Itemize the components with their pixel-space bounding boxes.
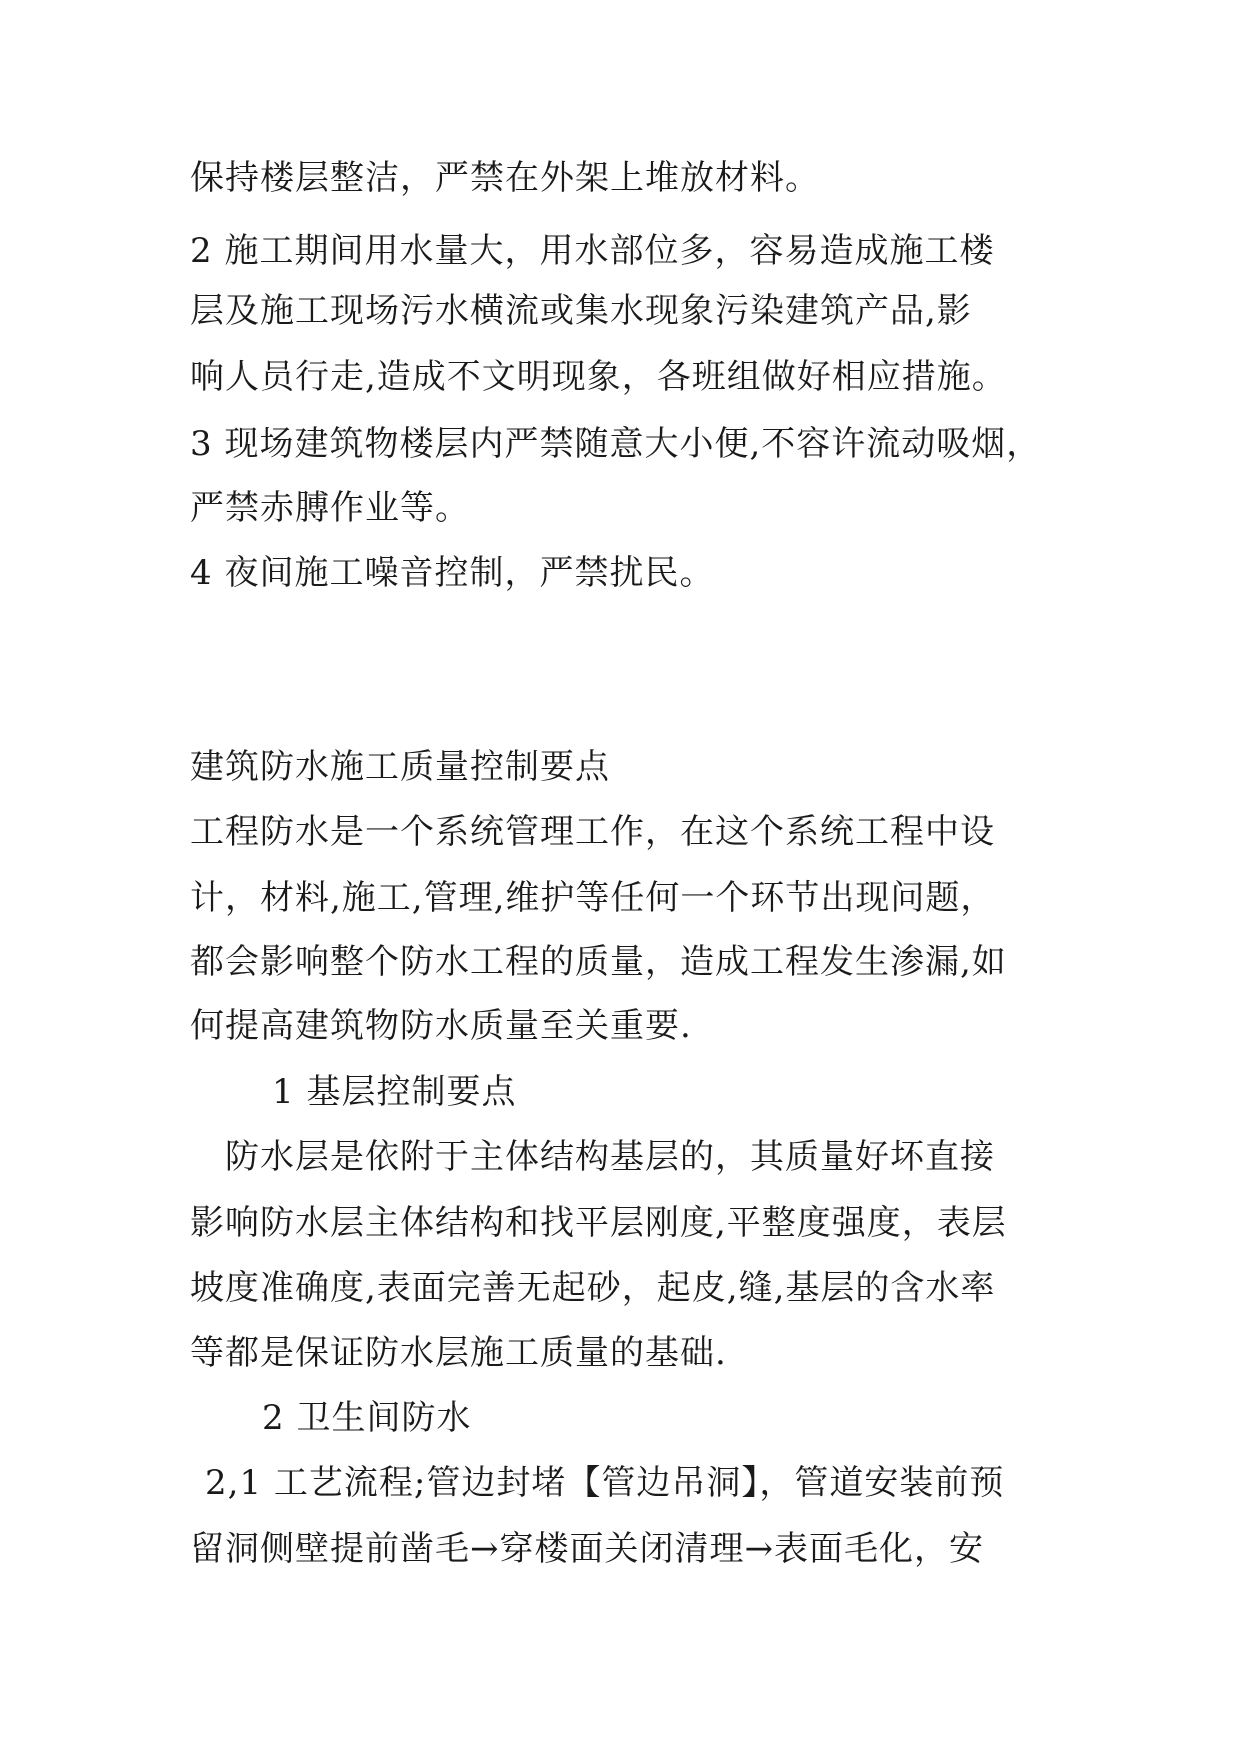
text-line: 响人员行走,造成不文明现象，各班组做好相应措施。 bbox=[190, 357, 1007, 397]
text-line: 3 现场建筑物楼层内严禁随意大小便,不容许流动吸烟， bbox=[190, 424, 1042, 464]
subsection-heading: 1 基层控制要点 bbox=[272, 1072, 517, 1112]
text-line: 保持楼层整洁，严禁在外架上堆放材料。 bbox=[190, 158, 820, 198]
text-line: 2,1 工艺流程;管边封堵【管边吊洞】，管道安装前预 bbox=[205, 1463, 1005, 1503]
text-line: 防水层是依附于主体结构基层的，其质量好坏直接 bbox=[225, 1137, 995, 1177]
text-line: 计，材料,施工,管理,维护等任何一个环节出现问题， bbox=[190, 878, 996, 918]
text-line: 工程防水是一个系统管理工作，在这个系统工程中设 bbox=[190, 812, 995, 852]
subsection-heading: 2 卫生间防水 bbox=[262, 1398, 472, 1438]
text-line: 影响防水层主体结构和找平层刚度,平整度强度，表层 bbox=[190, 1203, 1007, 1243]
text-line: 严禁赤膊作业等。 bbox=[190, 488, 470, 528]
text-line: 4 夜间施工噪音控制，严禁扰民。 bbox=[190, 553, 715, 593]
section-heading: 建筑防水施工质量控制要点 bbox=[190, 747, 610, 787]
text-line: 何提高建筑物防水质量至关重要. bbox=[190, 1006, 692, 1046]
text-line: 都会影响整个防水工程的质量，造成工程发生渗漏,如 bbox=[190, 942, 1007, 982]
text-line: 2 施工期间用水量大，用水部位多，容易造成施工楼 bbox=[190, 231, 995, 271]
text-line: 留洞侧壁提前凿毛→穿楼面关闭清理→表面毛化，安 bbox=[190, 1529, 984, 1569]
text-line: 坡度准确度,表面完善无起砂，起皮,缝,基层的含水率 bbox=[190, 1268, 996, 1308]
text-line: 层及施工现场污水横流或集水现象污染建筑产品,影 bbox=[190, 291, 972, 331]
text-line: 等都是保证防水层施工质量的基础. bbox=[190, 1333, 727, 1373]
